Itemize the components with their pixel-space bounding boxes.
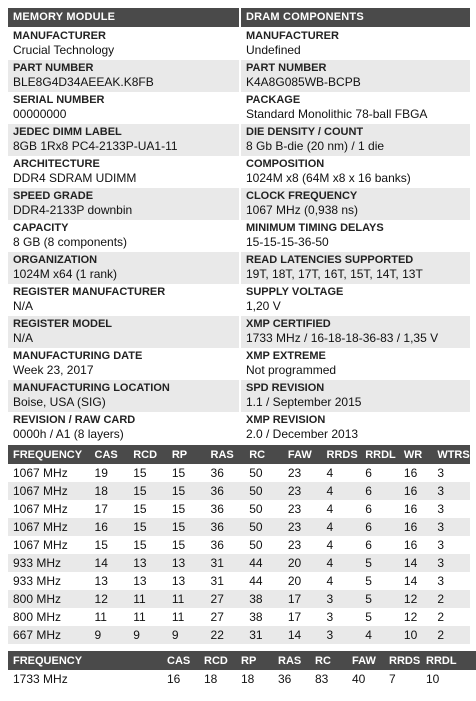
table-cell: 3 xyxy=(437,502,445,516)
table-cell: 15 xyxy=(171,502,186,516)
column-header: RCD xyxy=(128,445,167,464)
table-cell: 7 xyxy=(389,672,396,686)
table-cell xyxy=(86,670,162,688)
table-cell: 50 xyxy=(244,482,283,500)
column-header xyxy=(86,651,162,670)
column-header: CAS xyxy=(162,651,199,670)
table-cell: 11 xyxy=(133,610,146,624)
table-cell: 19 xyxy=(94,466,108,480)
field-value: 1024M x64 (1 rank) xyxy=(13,267,118,281)
table-cell: 3 xyxy=(432,482,470,500)
field-label: ORGANIZATION xyxy=(13,254,98,266)
table-cell: 16 xyxy=(403,466,418,480)
table-cell: 14 xyxy=(90,554,129,572)
table-cell: 2 xyxy=(432,626,470,644)
module-field xyxy=(8,284,239,316)
table-cell: 3 xyxy=(437,466,445,480)
table-cell: 5 xyxy=(360,590,399,608)
table-row xyxy=(8,608,470,626)
table-cell: 4 xyxy=(326,574,334,588)
table-cell: 11 xyxy=(171,610,185,624)
table-cell: 15 xyxy=(167,482,206,500)
table-cell: 1067 MHz xyxy=(13,502,68,516)
column-header: RRDL xyxy=(421,651,476,670)
field-value: 8 GB (8 components) xyxy=(13,235,128,249)
table-cell: 16 xyxy=(167,672,181,686)
table-cell: 3 xyxy=(437,574,445,588)
table-cell: 6 xyxy=(360,518,399,536)
table-cell: 3 xyxy=(432,518,470,536)
module-field xyxy=(8,28,239,60)
memory-module-section xyxy=(8,8,239,444)
field-value: 1024M x8 (64M x8 x 16 banks) xyxy=(246,171,411,185)
table-cell: 38 xyxy=(244,590,283,608)
table-cell: 13 xyxy=(94,574,108,588)
table-cell: 5 xyxy=(365,574,372,588)
table-cell: 16 xyxy=(399,482,432,500)
table-cell: 12 xyxy=(399,590,432,608)
table-cell: 31 xyxy=(244,626,283,644)
dram-components-section xyxy=(241,8,470,444)
table-cell: 31 xyxy=(210,574,224,588)
field-value: 1733 MHz / 16-18-18-36-83 / 1,35 V xyxy=(246,331,439,345)
components-field xyxy=(241,348,470,380)
table-cell: 15 xyxy=(167,518,206,536)
table-cell: 27 xyxy=(206,590,245,608)
field-label: PART NUMBER xyxy=(246,62,327,74)
components-field xyxy=(241,284,470,316)
table-cell: 15 xyxy=(128,482,167,500)
table-cell: 18 xyxy=(204,672,218,686)
table-cell: 3 xyxy=(326,610,334,624)
table-cell: 36 xyxy=(210,538,224,552)
table-cell: 11 xyxy=(128,590,167,608)
table-cell: 4 xyxy=(322,518,361,536)
table-cell: 14 xyxy=(403,574,418,588)
table-cell: 13 xyxy=(167,554,206,572)
field-label: XMP REVISION xyxy=(246,414,326,426)
table-cell: 50 xyxy=(244,518,283,536)
column-header: FREQUENCY xyxy=(8,651,86,670)
field-label: JEDEC DIMM LABEL xyxy=(13,126,122,138)
column-header: RRDS xyxy=(322,445,361,464)
table-cell: 9 xyxy=(128,626,167,644)
column-header: FAW xyxy=(347,651,384,670)
field-value: Not programmed xyxy=(246,363,337,377)
table-cell: 50 xyxy=(249,466,263,480)
table-cell: 23 xyxy=(287,538,302,552)
table-cell: 11 xyxy=(94,610,107,624)
table-cell: 22 xyxy=(206,626,245,644)
table-cell: 16 xyxy=(399,518,432,536)
field-label: REGISTER MANUFACTURER xyxy=(13,286,166,298)
table-cell: 17 xyxy=(287,610,302,624)
column-header: CAS xyxy=(90,445,129,464)
components-field xyxy=(241,316,470,348)
field-label: PACKAGE xyxy=(246,94,301,106)
column-header: WR xyxy=(399,445,432,464)
field-label: SERIAL NUMBER xyxy=(13,94,105,106)
components-field xyxy=(241,124,470,156)
column-header: WTRS xyxy=(432,445,470,464)
column-header: FREQUENCY xyxy=(8,445,90,464)
table-cell: 5 xyxy=(365,610,372,624)
table-cell: 1067 MHz xyxy=(13,538,68,552)
column-header: RP xyxy=(167,445,206,464)
table-row xyxy=(8,518,470,536)
table-cell: 36 xyxy=(278,672,292,686)
field-value: Week 23, 2017 xyxy=(13,363,94,377)
table-cell: 3 xyxy=(437,538,445,552)
field-value: DDR4-2133P downbin xyxy=(13,203,133,217)
field-value: Boise, USA (SIG) xyxy=(13,395,106,409)
table-row xyxy=(8,482,470,500)
components-field xyxy=(241,60,470,92)
table-row xyxy=(8,500,470,518)
table-cell: 4 xyxy=(326,538,334,552)
table-cell: 9 xyxy=(90,626,129,644)
table-cell: 17 xyxy=(283,590,322,608)
table-cell: 6 xyxy=(365,502,372,516)
table-row xyxy=(8,554,470,572)
table-cell: 933 MHz xyxy=(13,574,62,588)
components-field xyxy=(241,188,470,220)
table-cell: 15 xyxy=(94,538,108,552)
table-cell: 15 xyxy=(128,518,167,536)
table-cell: 800 MHz xyxy=(13,610,62,624)
table-cell: 4 xyxy=(326,502,334,516)
field-value: 1,20 V xyxy=(246,299,281,313)
column-header: RAS xyxy=(206,445,245,464)
table-cell: 36 xyxy=(206,482,245,500)
field-label: CLOCK FREQUENCY xyxy=(246,190,358,202)
components-field xyxy=(241,220,470,252)
column-header: RRDS xyxy=(384,651,421,670)
field-value: DDR4 SDRAM UDIMM xyxy=(13,171,137,185)
field-value: 1067 MHz (0,938 ns) xyxy=(246,203,359,217)
table-cell: 17 xyxy=(94,502,108,516)
field-label: ARCHITECTURE xyxy=(13,158,100,170)
module-field xyxy=(8,380,239,412)
field-label: REVISION / RAW CARD xyxy=(13,414,136,426)
module-field xyxy=(8,156,239,188)
table-cell: 27 xyxy=(210,610,224,624)
table-cell: 3 xyxy=(322,626,361,644)
components-field xyxy=(241,92,470,124)
table-cell: 1067 MHz xyxy=(8,518,90,536)
field-value: N/A xyxy=(13,331,34,345)
table-cell: 13 xyxy=(133,574,147,588)
table-cell: 23 xyxy=(287,466,302,480)
table-cell: 36 xyxy=(210,466,224,480)
table-cell: 20 xyxy=(283,554,322,572)
table-cell: 20 xyxy=(287,574,302,588)
field-value: 8GB 1Rx8 PC4-2133P-UA1-11 xyxy=(13,139,178,153)
column-header: RCD xyxy=(199,651,236,670)
field-label: MINIMUM TIMING DELAYS xyxy=(246,222,384,234)
table-cell: 16 xyxy=(90,518,129,536)
module-field xyxy=(8,60,239,92)
field-value: 00000000 xyxy=(13,107,67,121)
field-label: XMP CERTIFIED xyxy=(246,318,331,330)
table-cell: 13 xyxy=(171,574,186,588)
table-cell: 23 xyxy=(287,502,302,516)
table-cell: 13 xyxy=(128,554,167,572)
table-cell: 14 xyxy=(283,626,322,644)
table-cell: 14 xyxy=(399,554,432,572)
module-field xyxy=(8,92,239,124)
field-label: SPD REVISION xyxy=(246,382,325,394)
module-field xyxy=(8,220,239,252)
table-cell: 11 xyxy=(167,590,206,608)
table-row xyxy=(8,626,470,644)
table-cell: 44 xyxy=(244,554,283,572)
field-value: Undefined xyxy=(246,43,301,57)
table-cell: 4 xyxy=(360,626,399,644)
column-header: RC xyxy=(244,445,283,464)
dram-components-fields xyxy=(241,28,470,444)
table-cell: 4 xyxy=(322,482,361,500)
module-field xyxy=(8,316,239,348)
field-label: SUPPLY VOLTAGE xyxy=(246,286,344,298)
components-field xyxy=(241,28,470,60)
table-cell: 4 xyxy=(322,554,361,572)
xmp-timing-table xyxy=(8,651,476,688)
table-row xyxy=(8,536,470,554)
table-cell: 12 xyxy=(403,610,418,624)
module-field xyxy=(8,412,239,444)
table-cell: 5 xyxy=(360,554,399,572)
table-cell: 31 xyxy=(206,554,245,572)
field-label: READ LATENCIES SUPPORTED xyxy=(246,254,414,266)
table-row xyxy=(8,590,470,608)
table-cell: 1067 MHz xyxy=(8,482,90,500)
table-cell: 18 xyxy=(90,482,129,500)
table-cell: 38 xyxy=(249,610,263,624)
field-label: MANUFACTURER xyxy=(13,30,106,42)
table-cell: 15 xyxy=(133,538,147,552)
dram-components-heading: DRAM COMPONENTS xyxy=(241,8,470,27)
table-cell: 6 xyxy=(365,538,372,552)
column-header: RP xyxy=(236,651,273,670)
field-value: Standard Monolithic 78-ball FBGA xyxy=(246,107,428,121)
field-label: CAPACITY xyxy=(13,222,69,234)
field-value: 19T, 18T, 17T, 16T, 15T, 14T, 13T xyxy=(246,267,423,281)
field-value: Crucial Technology xyxy=(13,43,115,57)
jedec-timing-table xyxy=(8,445,470,644)
table-cell: 15 xyxy=(171,466,186,480)
table-cell: 3 xyxy=(322,590,361,608)
field-label: REGISTER MODEL xyxy=(13,318,113,330)
table-cell: 23 xyxy=(283,482,322,500)
field-value: BLE8G4D34AEEAK.K8FB xyxy=(13,75,154,89)
table-cell: 15 xyxy=(133,466,147,480)
table-cell: 667 MHz xyxy=(8,626,90,644)
table-row xyxy=(8,670,476,688)
table-cell: 18 xyxy=(241,672,255,686)
field-label: SPEED GRADE xyxy=(13,190,94,202)
module-field xyxy=(8,124,239,156)
table-cell: 36 xyxy=(206,518,245,536)
field-label: DIE DENSITY / COUNT xyxy=(246,126,364,138)
table-cell: 10 xyxy=(426,672,440,686)
column-header: RRDL xyxy=(360,445,399,464)
table-cell: 12 xyxy=(90,590,129,608)
module-field xyxy=(8,252,239,284)
field-value: K4A8G085WB-BCPB xyxy=(246,75,361,89)
table-row xyxy=(8,572,470,590)
table-cell: 1067 MHz xyxy=(13,466,68,480)
table-cell: 44 xyxy=(249,574,263,588)
table-cell: 1733 MHz xyxy=(13,672,68,686)
table-cell: 16 xyxy=(403,538,418,552)
field-label: PART NUMBER xyxy=(13,62,94,74)
components-field xyxy=(241,380,470,412)
table-row xyxy=(8,464,470,482)
table-cell: 6 xyxy=(365,466,372,480)
field-label: MANUFACTURING DATE xyxy=(13,350,143,362)
field-value: 8 Gb B-die (20 nm) / 1 die xyxy=(246,139,385,153)
field-value: 15-15-15-36-50 xyxy=(246,235,329,249)
module-field xyxy=(8,188,239,220)
table-cell: 800 MHz xyxy=(8,590,90,608)
field-label: XMP EXTREME xyxy=(246,350,326,362)
components-field xyxy=(241,156,470,188)
memory-module-heading: MEMORY MODULE xyxy=(8,8,239,27)
table-cell: 15 xyxy=(133,502,147,516)
table-cell: 933 MHz xyxy=(8,554,90,572)
table-cell: 23 xyxy=(283,518,322,536)
components-field xyxy=(241,412,470,444)
table-cell: 15 xyxy=(171,538,186,552)
table-cell: 3 xyxy=(432,554,470,572)
field-label: MANUFACTURING LOCATION xyxy=(13,382,170,394)
table-cell: 2 xyxy=(437,610,445,624)
table-cell: 50 xyxy=(249,502,263,516)
memory-module-fields xyxy=(8,28,239,444)
field-value: 0000h / A1 (8 layers) xyxy=(13,427,124,441)
table-cell: 6 xyxy=(360,482,399,500)
components-field xyxy=(241,252,470,284)
column-header: RAS xyxy=(273,651,310,670)
table-cell: 4 xyxy=(326,466,334,480)
table-cell: 2 xyxy=(432,590,470,608)
field-label: MANUFACTURER xyxy=(246,30,339,42)
field-value: 2.0 / December 2013 xyxy=(246,427,359,441)
module-field xyxy=(8,348,239,380)
table-cell: 9 xyxy=(167,626,206,644)
table-cell: 10 xyxy=(399,626,432,644)
table-cell: 50 xyxy=(249,538,263,552)
table-cell: 16 xyxy=(403,502,418,516)
column-header: FAW xyxy=(283,445,322,464)
column-header: RC xyxy=(310,651,347,670)
table-cell: 83 xyxy=(315,672,329,686)
field-value: 1.1 / September 2015 xyxy=(246,395,362,409)
table-cell: 40 xyxy=(352,672,366,686)
field-label: COMPOSITION xyxy=(246,158,325,170)
field-value: N/A xyxy=(13,299,34,313)
table-cell: 36 xyxy=(210,502,224,516)
